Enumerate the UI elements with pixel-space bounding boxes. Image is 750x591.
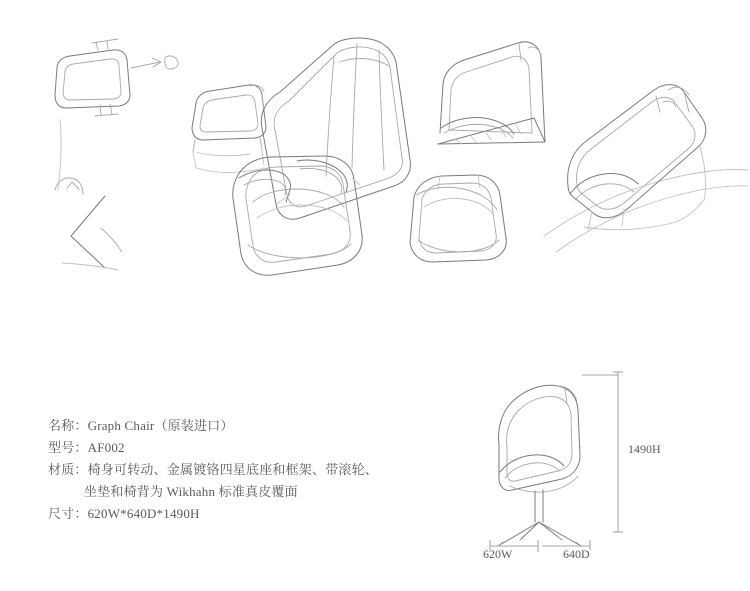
product-spec-text xyxy=(48,415,428,525)
dimension-drawing xyxy=(450,350,700,570)
dimension-lines xyxy=(490,372,623,552)
dimension-chair-figure xyxy=(498,385,581,546)
dimension-width-label: 620W xyxy=(483,547,513,561)
spec-name: 名称：Graph Chair（原装进口） xyxy=(48,418,234,433)
spec-model: 型号：AF002 xyxy=(48,440,125,455)
side-frame-sketch xyxy=(192,85,266,173)
seat-back-detail-sketch xyxy=(55,39,178,270)
spec-material-continued: 坐垫和椅背为 Wikhahn 标准真皮覆面 xyxy=(84,484,298,499)
spec-material: 材质：椅身可转动、金属镀铬四星底座和框架、带滚轮、 xyxy=(48,462,379,477)
spec-size: 尺寸：620W*640D*1490H xyxy=(48,506,200,521)
dimension-depth-label: 640D xyxy=(563,547,590,561)
top-view-sketch xyxy=(410,175,506,262)
main-chair-perspective-sketch xyxy=(233,38,411,275)
dimension-height-label: 1490H xyxy=(628,442,661,456)
rear-view-sketch xyxy=(544,85,748,252)
armrest-section-sketch xyxy=(438,42,545,144)
